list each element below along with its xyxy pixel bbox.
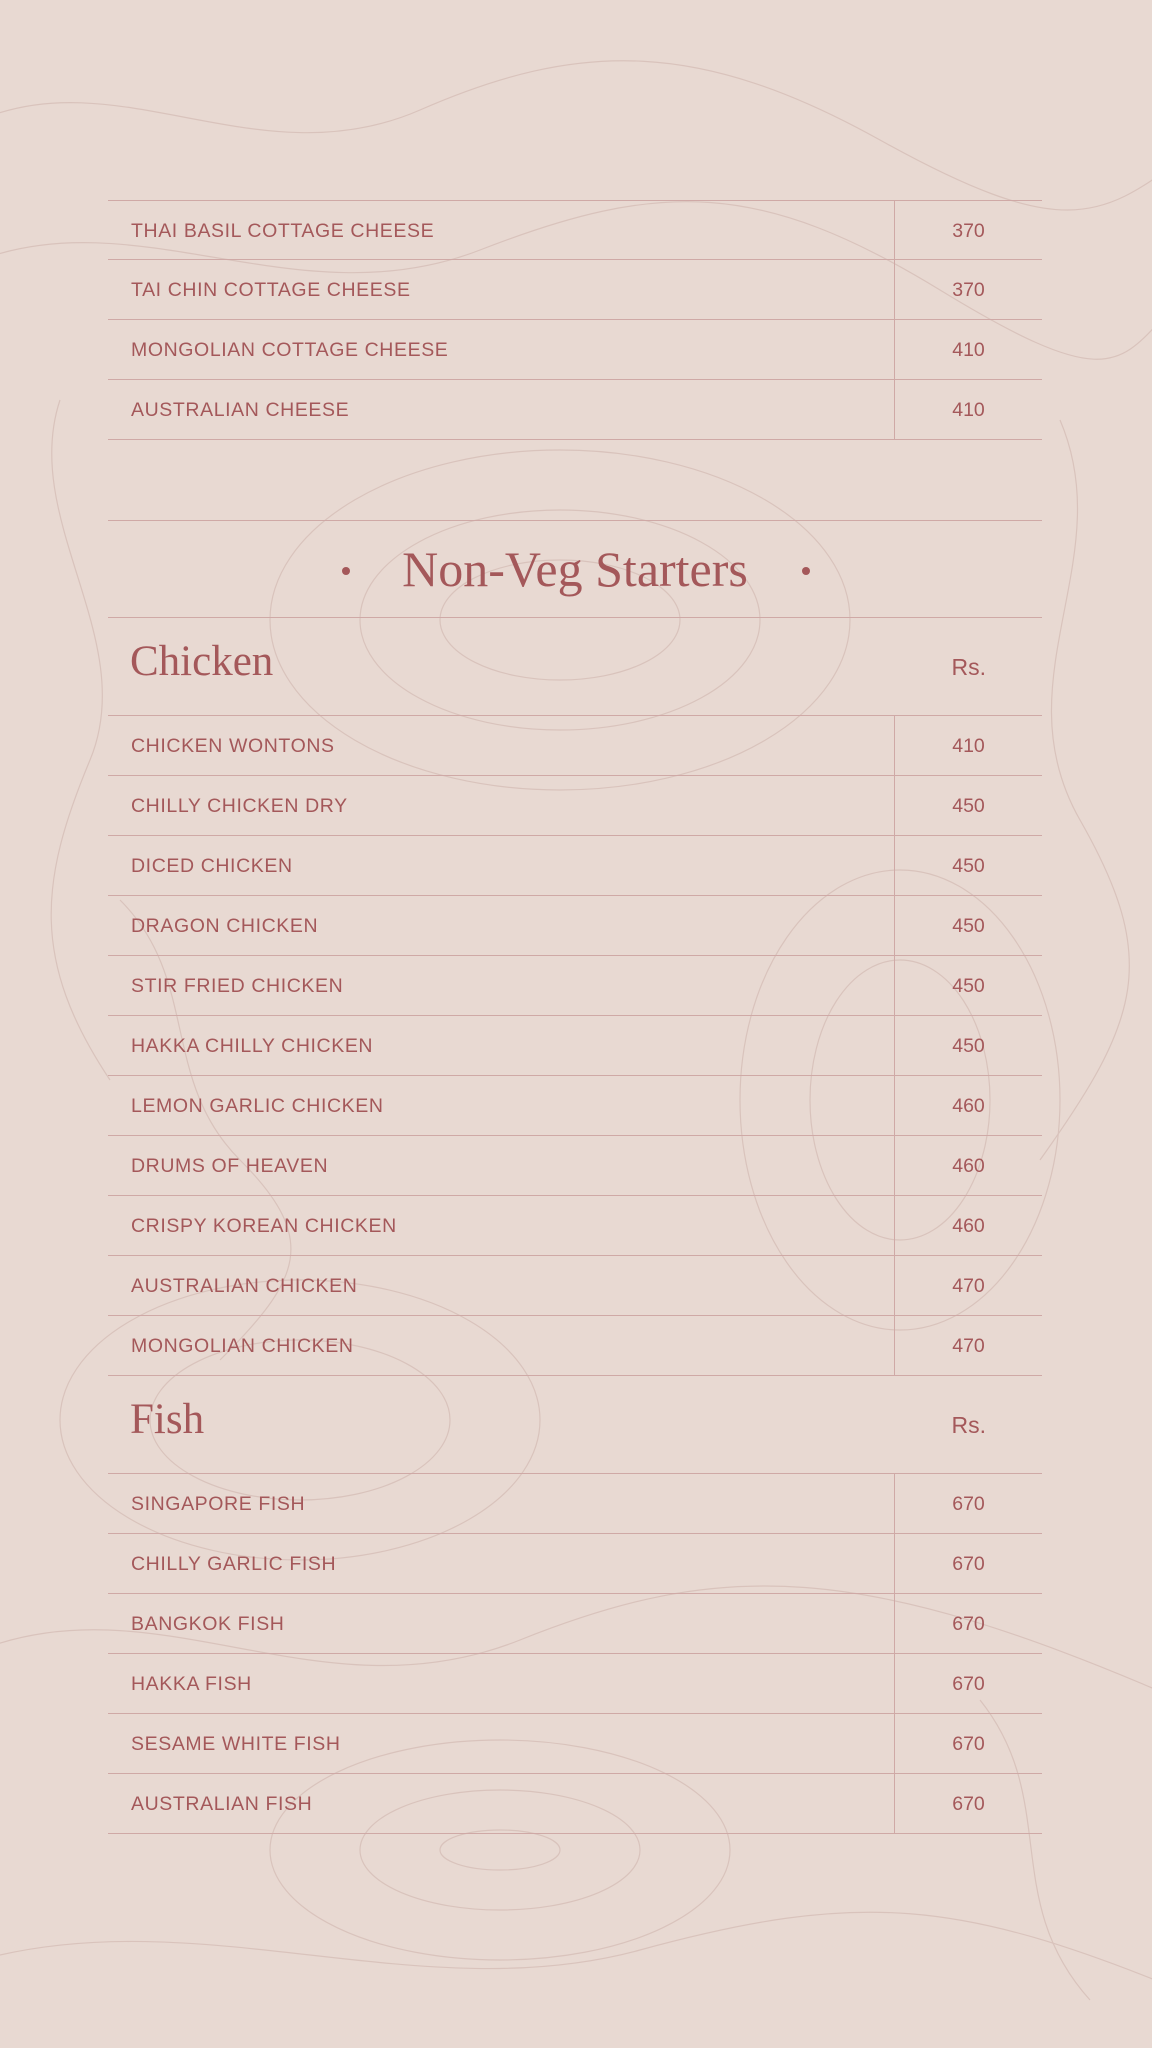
item-price: 450 (952, 915, 985, 937)
item-price: 450 (952, 795, 985, 817)
item-price: 670 (952, 1553, 985, 1575)
item-name: AUSTRALIAN CHICKEN (131, 1275, 358, 1297)
bullet-dot-right (802, 567, 810, 575)
item-price: 410 (952, 339, 985, 361)
menu-item-row (108, 716, 1042, 776)
item-name: DICED CHICKEN (131, 855, 293, 877)
section-header (108, 520, 1042, 618)
item-price: 450 (952, 855, 985, 877)
item-name: DRAGON CHICKEN (131, 915, 319, 937)
item-name: CRISPY KOREAN CHICKEN (131, 1215, 397, 1237)
item-price: 670 (952, 1613, 985, 1635)
item-name: LEMON GARLIC CHICKEN (131, 1095, 384, 1117)
item-name: SESAME WHITE FISH (131, 1733, 341, 1755)
menu-item-row (108, 1256, 1042, 1316)
fish-table (108, 1376, 1042, 1834)
item-name: DRUMS OF HEAVEN (131, 1155, 329, 1177)
menu-item-row (108, 1774, 1042, 1834)
item-price: 670 (952, 1793, 985, 1815)
menu-item-row (108, 1714, 1042, 1774)
menu-item-row (108, 1594, 1042, 1654)
item-name: THAI BASIL COTTAGE CHEESE (131, 220, 435, 242)
category-title: Fish (130, 1396, 205, 1443)
item-name: AUSTRALIAN FISH (131, 1793, 313, 1815)
item-name: BANGKOK FISH (131, 1613, 285, 1635)
item-price: 670 (952, 1673, 985, 1695)
item-price: 470 (952, 1335, 985, 1357)
menu-item-row (108, 776, 1042, 836)
currency-label: Rs. (951, 1412, 986, 1438)
item-price: 460 (952, 1095, 985, 1117)
item-price: 410 (952, 399, 985, 421)
menu-item-row (108, 956, 1042, 1016)
item-name: AUSTRALIAN CHEESE (131, 399, 350, 421)
category-title: Chicken (130, 638, 274, 685)
item-price: 450 (952, 1035, 985, 1057)
menu-item-row (108, 1196, 1042, 1256)
item-price: 410 (952, 735, 985, 757)
item-name: TAI CHIN COTTAGE CHEESE (131, 279, 411, 301)
item-price: 670 (952, 1493, 985, 1515)
currency-label: Rs. (951, 654, 986, 680)
item-name: CHICKEN WONTONS (131, 735, 335, 757)
item-price: 470 (952, 1275, 985, 1297)
item-name: HAKKA CHILLY CHICKEN (131, 1035, 374, 1057)
top-items-table (108, 200, 1042, 440)
item-name: MONGOLIAN CHICKEN (131, 1335, 354, 1357)
item-name: STIR FRIED CHICKEN (131, 975, 344, 997)
item-price: 460 (952, 1215, 985, 1237)
category-header (108, 1376, 1042, 1474)
menu-item-row (108, 1654, 1042, 1714)
item-name: MONGOLIAN COTTAGE CHEESE (131, 339, 449, 361)
item-name: HAKKA FISH (131, 1673, 252, 1695)
item-price: 460 (952, 1155, 985, 1177)
menu-item-row (108, 320, 1042, 380)
chicken-table (108, 618, 1042, 1376)
menu-item-row (108, 1534, 1042, 1594)
item-price: 370 (952, 220, 985, 242)
section-title: Non-Veg Starters (402, 541, 748, 597)
menu-item-row (108, 1474, 1042, 1534)
item-name: SINGAPORE FISH (131, 1493, 306, 1515)
item-price: 670 (952, 1733, 985, 1755)
item-name: CHILLY CHICKEN DRY (131, 795, 348, 817)
menu-item-row (108, 1316, 1042, 1376)
menu-item-row (108, 380, 1042, 440)
menu-item-row (108, 1076, 1042, 1136)
item-price: 370 (952, 279, 985, 301)
item-price: 450 (952, 975, 985, 997)
menu-item-row (108, 1136, 1042, 1196)
item-name: CHILLY GARLIC FISH (131, 1553, 337, 1575)
category-header (108, 618, 1042, 716)
menu-item-row (108, 896, 1042, 956)
menu-item-row (108, 836, 1042, 896)
menu-item-row (108, 1016, 1042, 1076)
menu-item-row (108, 200, 1042, 260)
menu-item-row (108, 260, 1042, 320)
